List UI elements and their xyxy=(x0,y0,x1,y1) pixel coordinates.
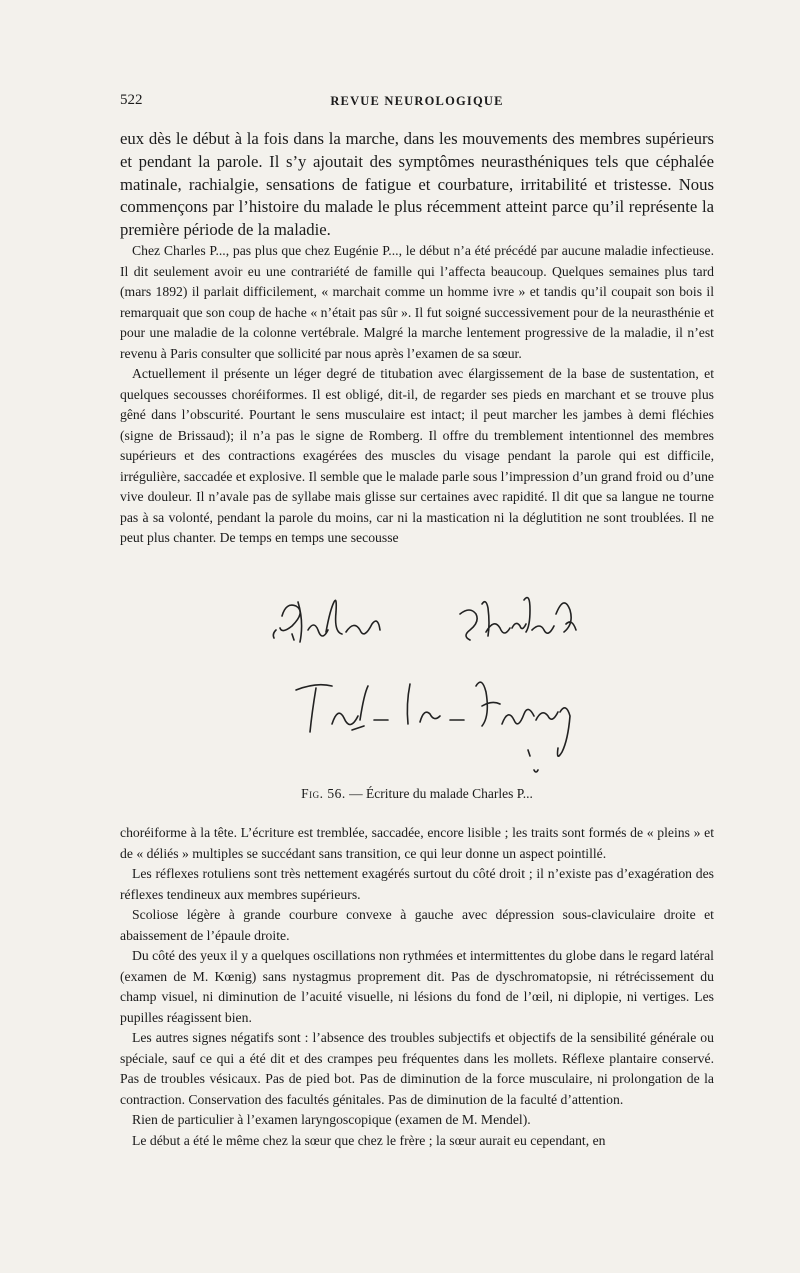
handwriting-stroke xyxy=(476,682,570,756)
page-number: 522 xyxy=(120,92,143,108)
handwriting-stroke xyxy=(528,750,538,772)
paragraph: Du côté des yeux il y a quelques oscillations non rythmées et intermittentes du globe dans le regard latéral (examen de M. Kœnig) sans nystagmus proprement dit. Pas de dyschromatopsie, ni rétrécissement du champ visuel, ni diminution de l’acuité visuelle, ni lésions du fond de l’œil, ni diplopie, ni vertiges. Les pupilles réagissent bien. xyxy=(120,948,714,1025)
page-header xyxy=(120,92,714,114)
paragraph: Actuellement il présente un léger degré de titubation avec élargissement de la base de sustentation, et quelques secousses choréiformes. Il est obligé, dit-il, de regarder ses pieds en marchant et se trouve plus gêné dans l’obscurité. Pourtant le sens musculaire est intact; il peut marcher les jambes à demi fléchies (signe de Brissaud); il n’a pas le signe de Romberg. Il offre du tremblement intentionnel des membres supérieurs et des contractions exagérées des muscles du visage pendant la parole qui est difficile, irrégulière, saccadée et explosive. Il semble que le malade parle sous l’impression d’un grand froid ou d’une vive douleur. Il n’avale pas de syllabe mais glisse sur certaines avec rapidité. Il dit que sa langue ne tourne pas à sa volonté, pendant la parole du moins, car ni la mastication ni la déglutition ne sont troublées. Il ne peut plus chanter. De temps en temps une secousse xyxy=(120,366,714,545)
paragraph: choréiforme à la tête. L’écriture est tremblée, saccadée, encore lisible ; les traits sont formés de « pleins » et de « déliés » multiples se succédant sans transition, ce qui leur donne un aspect pointillé. xyxy=(120,825,714,861)
handwriting-stroke xyxy=(273,630,294,640)
paragraph: Les autres signes négatifs sont : l’absence des troubles subjectifs et objectifs de la sensibilité générale ou spéciale, sauf ce qui a été dit et des crampes peu fréquentes dans les mollets. Réflexe plantaire conservé. Pas de troubles vésicaux. Pas de pied bot. Pas de diminution de la force musculaire, ni prolongation de la contraction. Conservation des facultés génitales. Pas de diminution de la faculté d’attention. xyxy=(120,1030,714,1107)
handwriting-stroke xyxy=(280,600,380,642)
handwriting-sample-image xyxy=(120,574,714,784)
figure-caption xyxy=(120,786,714,802)
lead-paragraph: eux dès le début à la fois dans la marche, dans les mouvements des membres supérieurs et pendant la parole. Il s’y ajoutait des symptômes neurasthéniques tels que céphalée matinale, rachialgie, sensations de fatigue et courbature, irritabilité et tristesse. Nous commençons par l’histoire du malade le plus récemment atteint parce qu’il représente la première période de la maladie. xyxy=(120,129,714,240)
paragraph: Le début a été le même chez la sœur que chez le frère ; la sœur aurait eu cependant, en xyxy=(132,1132,606,1148)
section-two xyxy=(120,823,714,1151)
figure-caption-text: — Écriture du malade Charles P... xyxy=(345,786,533,801)
handwriting-stroke xyxy=(407,684,440,724)
handwriting-stroke xyxy=(460,598,576,640)
section-one xyxy=(120,241,714,549)
paragraph: Chez Charles P..., pas plus que chez Eugénie P..., le début n’a été précédé par aucune maladie infectieuse. Il dit seulement avoir eu une contrariété de famille qui l’affecta beaucoup. Quelques semaines plus tard (mars 1892) il parlait difficilement, « marchait comme un homme ivre » et tandis qu’il coupait son bois il remarquait que son coup de hache « n’était pas sûr ». Il fut soigné successivement pour de la neurasthénie et pour une maladie de la colonne vertébrale. Malgré la marche lentement progressive de la maladie, il n’est revenu à Paris consulter que sollicité par nous après l’examen de sa sœur. xyxy=(120,243,714,361)
paragraph: Scoliose légère à grande courbure convexe à gauche avec dépression sous-claviculaire droite et abaissement de l’épaule droite. xyxy=(120,907,714,943)
handwriting-figure xyxy=(120,574,714,810)
paragraph: Rien de particulier à l’examen laryngoscopique (examen de M. Mendel). xyxy=(132,1112,531,1127)
handwriting-stroke xyxy=(296,685,368,732)
paragraph: Les réflexes rotuliens sont très nettement exagérés surtout du côté droit ; il n’existe pas d’exagération des réflexes tendineux aux membres supérieurs. xyxy=(120,866,714,902)
running-title: REVUE NEUROLOGIQUE xyxy=(330,94,504,108)
figure-label: Fig. 56. xyxy=(301,786,346,801)
